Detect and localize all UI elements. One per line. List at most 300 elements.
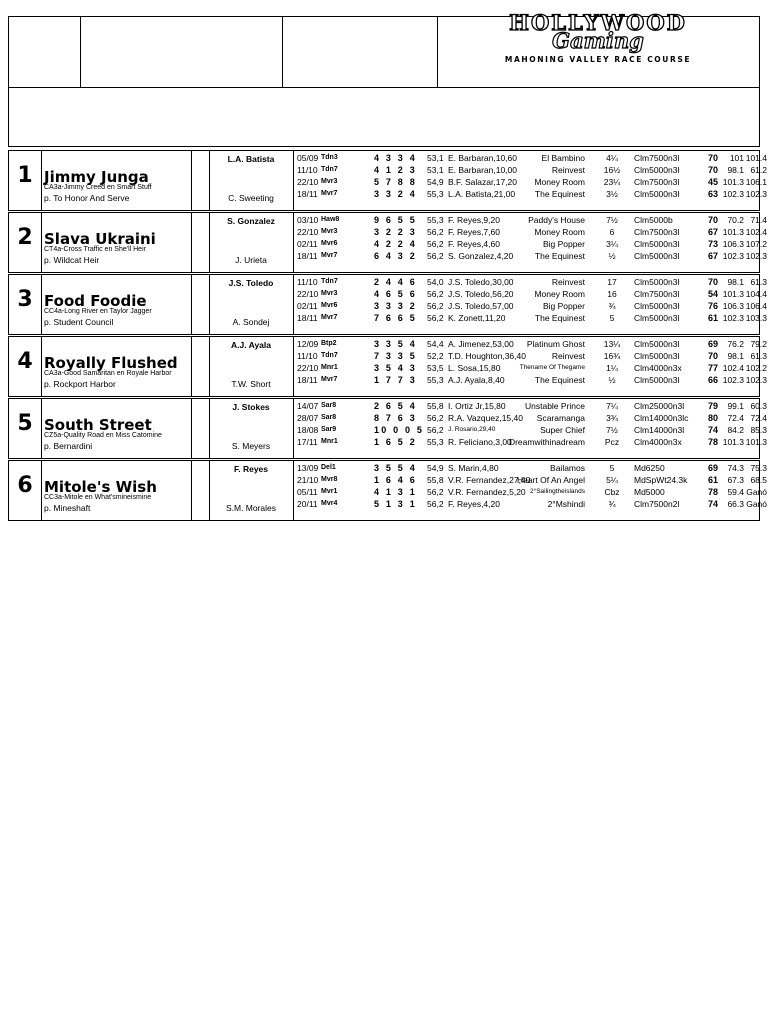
race-positions: 6 4 3 2: [374, 251, 417, 261]
horse-sire: p. Student Council: [44, 317, 114, 327]
race-class: Clm5000n3l: [634, 239, 680, 249]
race-class: Clm5000n3l: [634, 189, 680, 199]
horse-name: Mitole's Wish: [44, 478, 157, 496]
race-jockey-odds: E. Barbaran,10,00: [448, 165, 517, 175]
race-jockey-odds: I. Ortiz Jr,15,80: [448, 401, 506, 411]
race-winner: Platinum Ghost: [526, 339, 585, 349]
race-margin: 7½: [606, 425, 618, 435]
race-track: Mvr1: [321, 488, 338, 495]
race-class: MdSpWt24.3k: [634, 475, 688, 485]
race-pace-1: 101.3: [722, 437, 744, 447]
race-positions: 4 1 2 3: [374, 165, 417, 175]
race-pace-2: 106.4: [745, 301, 767, 311]
horse-pedigree: CA3a-Jimmy Creed en Smart Stuff: [44, 184, 152, 191]
race-positions: 4 6 5 6: [374, 289, 417, 299]
logo-main-text: HOLLYWOOD: [509, 10, 687, 35]
race-pace-1: 99.1: [727, 401, 744, 411]
race-speed-figure: 78: [707, 487, 718, 497]
race-positions: 7 6 6 5: [374, 313, 417, 323]
race-speed-figure: 63: [707, 189, 718, 199]
horse-entry: [8, 150, 767, 211]
horse-sire: p. To Honor And Serve: [44, 193, 130, 203]
race-date: 12/09: [297, 339, 319, 349]
jockey-name: A.J. Ayala: [230, 340, 271, 350]
race-margin: 5: [609, 313, 615, 323]
race-speed-figure: 77: [707, 363, 718, 373]
past-performance-line: [293, 350, 767, 362]
horse-name: South Street: [44, 416, 152, 434]
program-number: 5: [17, 411, 33, 436]
race-margin: Cbz: [604, 487, 620, 497]
race-pace-2: 102.3: [745, 189, 767, 199]
race-date: 28/07: [297, 413, 319, 423]
race-winner: Money Room: [534, 289, 585, 299]
race-jockey-odds: S. Marin,4,80: [448, 463, 499, 473]
race-margin: Pcz: [604, 437, 620, 447]
race-jockey-odds: F. Reyes,7,60: [448, 227, 500, 237]
race-class: Clm5000n3l: [634, 165, 680, 175]
horse-name: Slava Ukraini: [44, 230, 156, 248]
race-margin: 5: [609, 463, 615, 473]
past-performance-line: [293, 462, 767, 474]
race-date: 18/11: [297, 313, 318, 323]
race-speed-figure: 69: [707, 339, 718, 349]
race-speed-figure: 66: [707, 375, 718, 385]
race-positions: 4 3 3 4: [374, 153, 417, 163]
past-performance-line: [293, 400, 767, 412]
race-speed-figure: 70: [707, 215, 718, 225]
race-positions: 10 0 0 5: [374, 425, 425, 435]
trainer-name: S.M. Morales: [225, 503, 277, 513]
race-class: Md6250: [634, 463, 665, 473]
race-winner: 2°Sailingtheislands: [530, 488, 585, 495]
race-margin: ½: [608, 251, 616, 261]
race-track: Haw8: [321, 216, 340, 223]
trainer-name: A. Sondej: [232, 317, 270, 327]
race-margin: 13¼: [603, 339, 621, 349]
race-speed-figure: 70: [707, 153, 718, 163]
horse-pedigree: CZ5a-Quality Road en Miss Catomine: [44, 432, 162, 439]
race-margin: 23¼: [603, 177, 621, 187]
race-track: Sar8: [321, 414, 337, 421]
header-cell-2: [80, 17, 283, 87]
race-pace-1: 102.3: [722, 313, 744, 323]
race-date: 21/10: [297, 475, 319, 485]
race-class: Clm7500n3l: [634, 153, 680, 163]
past-performance-line: [293, 412, 767, 424]
past-performance-line: [293, 152, 767, 164]
race-pace-1: 98.1: [727, 351, 744, 361]
past-performance-line: [293, 276, 767, 288]
race-track: Mvr3: [321, 228, 338, 235]
horse-pedigree: CC3a-Mitole en What'smineismine: [44, 494, 152, 501]
race-pace-1: 98.1: [727, 165, 744, 175]
race-class: Clm4000n3x: [634, 363, 682, 373]
race-track: Mvr7: [321, 190, 338, 197]
race-positions: 2 6 5 4: [374, 401, 417, 411]
race-pace-2: 79.2: [750, 339, 767, 349]
logo-subtitle: MAHONING VALLEY RACE COURSE: [504, 55, 692, 64]
column-divider: [41, 213, 42, 272]
race-class: Clm5000n3l: [634, 351, 680, 361]
header-info-row: [9, 87, 759, 148]
race-pace-1: 102.4: [722, 363, 744, 373]
race-weight: 56,2: [427, 313, 444, 323]
header-cell-3: [282, 17, 438, 87]
race-positions: 7 3 3 5: [374, 351, 417, 361]
race-weight: 56,2: [427, 487, 444, 497]
race-pace-2: 106.1: [745, 177, 767, 187]
race-margin: 6: [609, 227, 615, 237]
race-speed-figure: 74: [707, 425, 718, 435]
race-margin: 3¾: [606, 413, 618, 423]
race-pace-2: 102.2: [745, 363, 767, 373]
past-performance-line: [293, 250, 767, 262]
race-class: Clm5000n3l: [634, 375, 680, 385]
horse-entry: [8, 336, 767, 397]
column-divider: [191, 275, 192, 334]
horse-pedigree: CC4a-Long River en Taylor Jagger: [44, 308, 152, 315]
race-speed-figure: 67: [707, 251, 718, 261]
race-weight: 53,1: [427, 165, 444, 175]
race-jockey-odds: T.D. Houghton,36,40: [448, 351, 526, 361]
race-speed-figure: 67: [707, 227, 718, 237]
race-track: Mnr1: [321, 364, 338, 371]
jockey-name: L.A. Batista: [227, 154, 275, 164]
race-date: 22/10: [297, 289, 319, 299]
horse-sire: p. Rockport Harbor: [44, 379, 116, 389]
race-winner: Money Room: [534, 227, 585, 237]
race-track: Mvr6: [321, 240, 338, 247]
race-track: Sar9: [321, 426, 337, 433]
jockey-name: S. Gonzalez: [227, 216, 275, 226]
race-track: Mvr7: [321, 252, 338, 259]
race-track: Mnr1: [321, 438, 338, 445]
race-positions: 2 4 4 6: [374, 277, 417, 287]
race-jockey-odds: J.S. Toledo,30,00: [448, 277, 514, 287]
horse-name: Food Foodie: [44, 292, 147, 310]
trainer-name: S. Meyers: [231, 441, 271, 451]
race-date: 18/08: [297, 425, 319, 435]
race-weight: 53,1: [427, 153, 444, 163]
race-speed-figure: 73: [707, 239, 718, 249]
past-performance-line: [293, 300, 767, 312]
race-class: Clm7500n3l: [634, 227, 680, 237]
race-date: 22/10: [297, 177, 319, 187]
race-pace-1: 106.3: [722, 239, 744, 249]
race-winner: Thename Of Thegame: [519, 364, 585, 371]
race-weight: 55,3: [427, 189, 444, 199]
horse-entry: [8, 212, 767, 273]
race-positions: 3 5 5 4: [374, 463, 417, 473]
column-divider: [41, 337, 42, 396]
race-positions: 1 7 7 3: [374, 375, 417, 385]
race-pace-2: 102.3: [745, 375, 767, 385]
race-track: Sar8: [321, 402, 337, 409]
race-jockey-odds: L. Sosa,15,80: [448, 363, 501, 373]
race-pace-2: 61.3: [750, 277, 767, 287]
race-pace-1: 72.4: [727, 413, 744, 423]
race-positions: 1 6 4 6: [374, 475, 417, 485]
jockey-name: J. Stokes: [232, 402, 270, 412]
race-speed-figure: 76: [707, 301, 718, 311]
race-margin: 16¾: [603, 351, 621, 361]
race-date: 03/10: [297, 215, 319, 225]
race-class: Clm5000n3l: [634, 339, 680, 349]
program-number: 4: [17, 349, 33, 374]
race-speed-figure: 54: [707, 289, 718, 299]
race-positions: 4 2 2 4: [374, 239, 417, 249]
race-date: 22/10: [297, 363, 319, 373]
race-winner: The Equinest: [534, 251, 585, 261]
race-date: 20/11: [297, 499, 318, 509]
race-pace-2: 60.3: [750, 401, 767, 411]
race-jockey-odds: F. Reyes,4,20: [448, 499, 500, 509]
race-pace-1: 98.1: [727, 277, 744, 287]
race-class: Clm7500n3l: [634, 177, 680, 187]
race-date: 02/11: [297, 301, 318, 311]
race-winner: Unstable Prince: [524, 401, 585, 411]
race-positions: 9 6 5 5: [374, 215, 417, 225]
race-positions: 5 7 8 8: [374, 177, 417, 187]
jockey-name: J.S. Toledo: [228, 278, 274, 288]
race-weight: 55,3: [427, 215, 444, 225]
race-speed-figure: 69: [707, 463, 718, 473]
past-performance-line: [293, 424, 767, 436]
past-performance-line: [293, 362, 767, 374]
past-performance-line: [293, 176, 767, 188]
race-pace-1: 101.3: [722, 177, 744, 187]
race-track: Mvr4: [321, 500, 338, 507]
race-pace-1: 101.3: [722, 289, 744, 299]
race-jockey-odds: V.R. Fernandez,5,20: [448, 487, 526, 497]
race-date: 17/11: [297, 437, 318, 447]
past-performance-line: [293, 374, 767, 386]
race-positions: 1 6 5 2: [374, 437, 417, 447]
race-pace-2: 101.3: [745, 437, 767, 447]
column-divider: [191, 337, 192, 396]
race-class: Clm7500n2l: [634, 499, 680, 509]
header-cell-1: [9, 17, 81, 87]
race-class: Clm25000n3l: [634, 401, 685, 411]
race-track: Mvr3: [321, 290, 338, 297]
past-performance-line: [293, 188, 767, 200]
race-positions: 4 1 3 1: [374, 487, 417, 497]
race-margin: 5¼: [606, 475, 618, 485]
horse-name: Jimmy Junga: [44, 168, 149, 186]
race-pace-2: 71.4: [750, 215, 767, 225]
jockey-name: F. Reyes: [233, 464, 269, 474]
race-pace-1: 101: [729, 153, 744, 163]
race-date: 02/11: [297, 239, 318, 249]
past-performance-line: [293, 436, 767, 448]
race-class: Clm5000n3l: [634, 251, 680, 261]
race-winner: Super Chief: [540, 425, 585, 435]
race-pace-1: 84.2: [727, 425, 744, 435]
past-performance-line: [293, 238, 767, 250]
race-weight: 56,2: [427, 289, 444, 299]
race-winner: Reinvest: [551, 351, 585, 361]
race-date: 18/11: [297, 189, 318, 199]
race-class: Clm4000n3x: [634, 437, 682, 447]
race-weight: 55,3: [427, 375, 444, 385]
race-weight: 55,3: [427, 437, 444, 447]
race-positions: 5 1 3 1: [374, 499, 417, 509]
race-jockey-odds: J.S. Toledo,56,20: [448, 289, 514, 299]
race-speed-figure: 61: [707, 475, 718, 485]
column-divider: [41, 275, 42, 334]
race-positions: 3 3 3 2: [374, 301, 417, 311]
race-weight: 54,4: [427, 339, 444, 349]
race-track: Tdn7: [321, 352, 338, 359]
race-track: Mvr6: [321, 302, 338, 309]
race-weight: 53,5: [427, 363, 444, 373]
race-winner: Heart Of An Angel: [516, 475, 585, 485]
race-pace-2: 104.4: [745, 289, 767, 299]
race-class: Clm14000n3lc: [634, 413, 689, 423]
race-pace-1: 76.2: [727, 339, 744, 349]
race-pace-2: Ganó: [746, 499, 767, 509]
column-divider: [191, 399, 192, 458]
race-margin: 4¼: [606, 153, 618, 163]
race-track: Mvr7: [321, 376, 338, 383]
horse-entry: [8, 398, 767, 459]
race-pace-2: 85.3: [750, 425, 767, 435]
column-divider: [191, 461, 192, 520]
race-class: Md5000: [634, 487, 665, 497]
race-track: Mvr7: [321, 314, 338, 321]
race-winner: El Bambino: [541, 153, 585, 163]
race-winner: Big Popper: [542, 239, 585, 249]
race-jockey-odds: B.F. Salazar,17,20: [448, 177, 517, 187]
race-pace-1: 67.3: [727, 475, 744, 485]
race-weight: 56,2: [427, 227, 444, 237]
race-margin: 17: [607, 277, 617, 287]
race-class: Clm5000n3l: [634, 277, 680, 287]
horse-sire: p. Bernardini: [44, 441, 93, 451]
race-jockey-odds: J.S. Toledo,57,00: [448, 301, 514, 311]
race-class: Clm7500n3l: [634, 289, 680, 299]
race-weight: 52,2: [427, 351, 444, 361]
race-margin: 3¼: [606, 239, 618, 249]
program-number: 2: [17, 225, 33, 250]
race-weight: 56,2: [427, 425, 444, 435]
race-date: 18/11: [297, 375, 318, 385]
race-pace-1: 74.3: [727, 463, 744, 473]
race-jockey-odds: V.R. Fernandez,27,40: [448, 475, 531, 485]
race-speed-figure: 70: [707, 351, 718, 361]
race-track: Btp2: [321, 340, 337, 347]
race-track: Mvr8: [321, 476, 338, 483]
past-performance-line: [293, 498, 767, 510]
race-winner: Reinvest: [551, 277, 585, 287]
race-jockey-odds: L.A. Batista,21,00: [448, 189, 516, 199]
race-weight: 56,2: [427, 301, 444, 311]
column-divider: [41, 461, 42, 520]
race-winner: Dreamwithinadream: [508, 437, 585, 447]
race-jockey-odds: A. Jimenez,53,00: [448, 339, 514, 349]
past-performance-line: [293, 288, 767, 300]
race-positions: 3 3 5 4: [374, 339, 417, 349]
trainer-name: C. Sweeting: [228, 193, 274, 203]
race-track: Tdn7: [321, 166, 338, 173]
race-weight: 56,2: [427, 499, 444, 509]
race-jockey-odds: S. Gonzalez,4,20: [448, 251, 514, 261]
race-speed-figure: 70: [707, 277, 718, 287]
race-margin: 7½: [606, 215, 618, 225]
race-date: 11/10: [297, 277, 318, 287]
race-class: Clm5000b: [634, 215, 673, 225]
horse-sire: p. Wildcat Heir: [44, 255, 100, 265]
race-weight: 56,2: [427, 251, 444, 261]
race-pace-1: 106.3: [722, 301, 744, 311]
race-track: Tdn3: [321, 154, 338, 161]
hollywood-gaming-logo: [474, 12, 722, 80]
race-speed-figure: 45: [707, 177, 718, 187]
past-performance-line: [293, 226, 767, 238]
race-class: Clm14000n3l: [634, 425, 685, 435]
race-pace-1: 59.4: [727, 487, 744, 497]
race-date: 14/07: [297, 401, 319, 411]
race-weight: 54,9: [427, 463, 444, 473]
race-track: Del1: [321, 464, 336, 471]
race-pace-2: 107.2: [745, 239, 767, 249]
program-number: 6: [17, 473, 33, 498]
race-winner: Big Popper: [542, 301, 585, 311]
race-pace-2: 61.3: [750, 351, 767, 361]
race-winner: 2°Mshindi: [547, 499, 585, 509]
past-performance-line: [293, 164, 767, 176]
race-date: 13/09: [297, 463, 319, 473]
race-jockey-odds: E. Barbaran,10,60: [448, 153, 517, 163]
column-divider: [191, 213, 192, 272]
race-date: 05/09: [297, 153, 319, 163]
race-jockey-odds: R.A. Vazquez,15,40: [448, 413, 523, 423]
race-track: Mvr3: [321, 178, 338, 185]
trainer-name: J. Urieta: [235, 255, 267, 265]
race-speed-figure: 78: [707, 437, 718, 447]
past-performance-line: [293, 312, 767, 324]
horse-sire: p. Mineshaft: [44, 503, 91, 513]
race-margin: 16½: [603, 165, 621, 175]
past-performance-line: [293, 214, 767, 226]
race-winner: Money Room: [534, 177, 585, 187]
race-pace-2: Ganó: [746, 487, 767, 497]
race-date: 22/10: [297, 227, 319, 237]
race-weight: 56,2: [427, 239, 444, 249]
race-pace-2: 102.4: [745, 227, 767, 237]
race-positions: 3 5 4 3: [374, 363, 417, 373]
race-weight: 54,9: [427, 177, 444, 187]
race-speed-figure: 74: [707, 499, 718, 509]
race-positions: 3 3 2 4: [374, 189, 417, 199]
past-performance-line: [293, 338, 767, 350]
race-pace-1: 102.3: [722, 251, 744, 261]
trainer-name: T.W. Short: [231, 379, 271, 389]
race-pace-1: 102.3: [722, 375, 744, 385]
race-margin: 7¼: [606, 401, 618, 411]
race-date: 11/10: [297, 351, 318, 361]
race-pace-2: 75.3: [750, 463, 767, 473]
race-winner: Scaramanga: [536, 413, 585, 423]
race-margin: ¾: [608, 499, 616, 509]
race-margin: 3½: [606, 189, 618, 199]
race-pace-2: 68.5: [750, 475, 767, 485]
race-margin: ½: [608, 375, 616, 385]
program-number: 1: [17, 163, 33, 188]
race-pace-1: 101.3: [722, 227, 744, 237]
race-class: Clm5000n3l: [634, 313, 680, 323]
